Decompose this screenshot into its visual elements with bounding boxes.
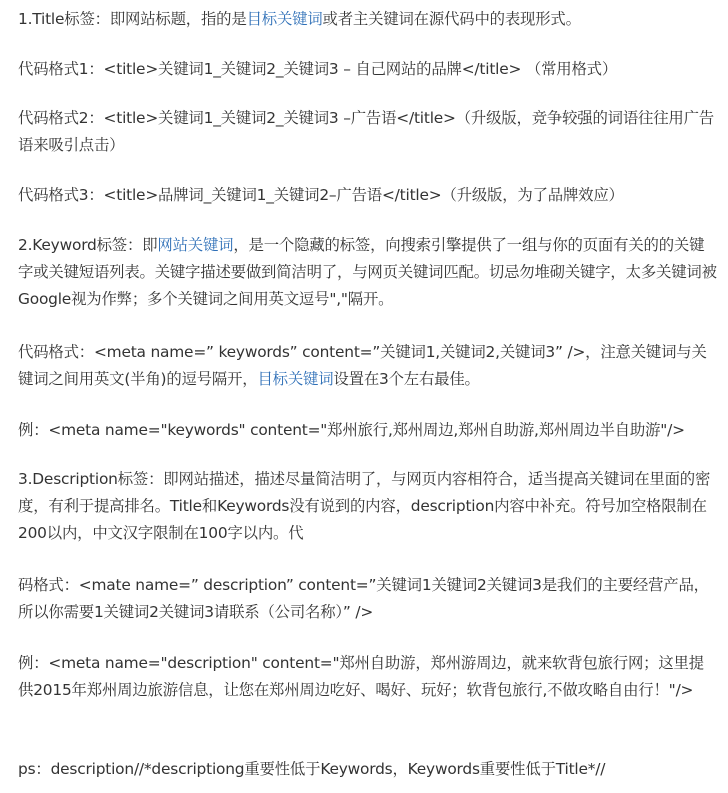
paragraph-keyword-code-format bbox=[18, 339, 718, 393]
paragraph-text: 代码格式：<meta name=” keywords” content=”关键词1,关键词2,关键词3” />，注意关键词与关键词之间用英文(半角)的逗号隔开， bbox=[18, 343, 707, 388]
link-site-keyword[interactable]: 网站关键词 bbox=[157, 236, 234, 254]
paragraph-title-tag bbox=[18, 6, 718, 33]
paragraph-description-example: 例：<meta name="description" content="郑州自助游，郑州游周边，就来软背包旅行网；这里提供2015年郑州周边旅游信息，让您在郑州周边吃好、喝好、玩好；软背包旅行,不做攻略自由行！"/> bbox=[18, 654, 704, 699]
paragraph-code-format-1: 代码格式1：<title>关键词1_关键词2_关键词3 – 自己网站的品牌</title> （常用格式） bbox=[18, 60, 618, 78]
paragraph-text: 或者主关键词在源代码中的表现形式。 bbox=[322, 10, 581, 28]
paragraph-keyword-tag bbox=[18, 232, 718, 313]
paragraph-code-format-2: 代码格式2：<title>关键词1_关键词2_关键词3 –广告语</title>（升级版，竞争较强的词语往往用广告语来吸引点击） bbox=[18, 109, 714, 154]
paragraph-keyword-example: 例：<meta name="keywords" content="郑州旅行,郑州周边,郑州自助游,郑州周边半自助游"/> bbox=[18, 421, 685, 439]
paragraph-text: 1.Title标签：即网站标题，指的是 bbox=[18, 10, 247, 28]
paragraph-code-format-3: 代码格式3：<title>品牌词_关键词1_关键词2–广告语</title>（升级版，为了品牌效应） bbox=[18, 186, 624, 204]
paragraph-description-code-format: 码格式：<mate name=” description” content=”关键词1关键词2关键词3是我们的主要经营产品，所以你需要1关键词2关键词3请联系（公司名称）” /> bbox=[18, 576, 709, 621]
paragraph-text: 设置在3个左右最佳。 bbox=[333, 370, 480, 388]
link-target-keyword[interactable]: 目标关键词 bbox=[246, 10, 323, 28]
paragraph-text: ，是一个隐藏的标签，向搜索引擎提供了一组与你的页面有关的的关键字或关键短语列表。关键字描述要做到简洁明了，与网页关键词匹配。切忌勿堆砌关键字，太多关键词被Google视为作弊；多个关键词之间用英文逗号","隔开。 bbox=[18, 236, 717, 308]
paragraph-description-tag: 3.Description标签：即网站描述，描述尽量简洁明了，与网页内容相符合，适当提高关键词在里面的密度，有利于提高排名。Title和Keywords没有说到的内容，description内容中补充。符号加空格限制在200以内，中文汉字限制在100字以内。代 bbox=[18, 470, 711, 542]
paragraph-text: 2.Keyword标签：即 bbox=[18, 236, 158, 254]
link-target-keyword[interactable]: 目标关键词 bbox=[257, 370, 334, 388]
paragraph-ps-note: ps：description//*descriptiong重要性低于Keywords，Keywords重要性低于Title*// bbox=[18, 760, 606, 778]
